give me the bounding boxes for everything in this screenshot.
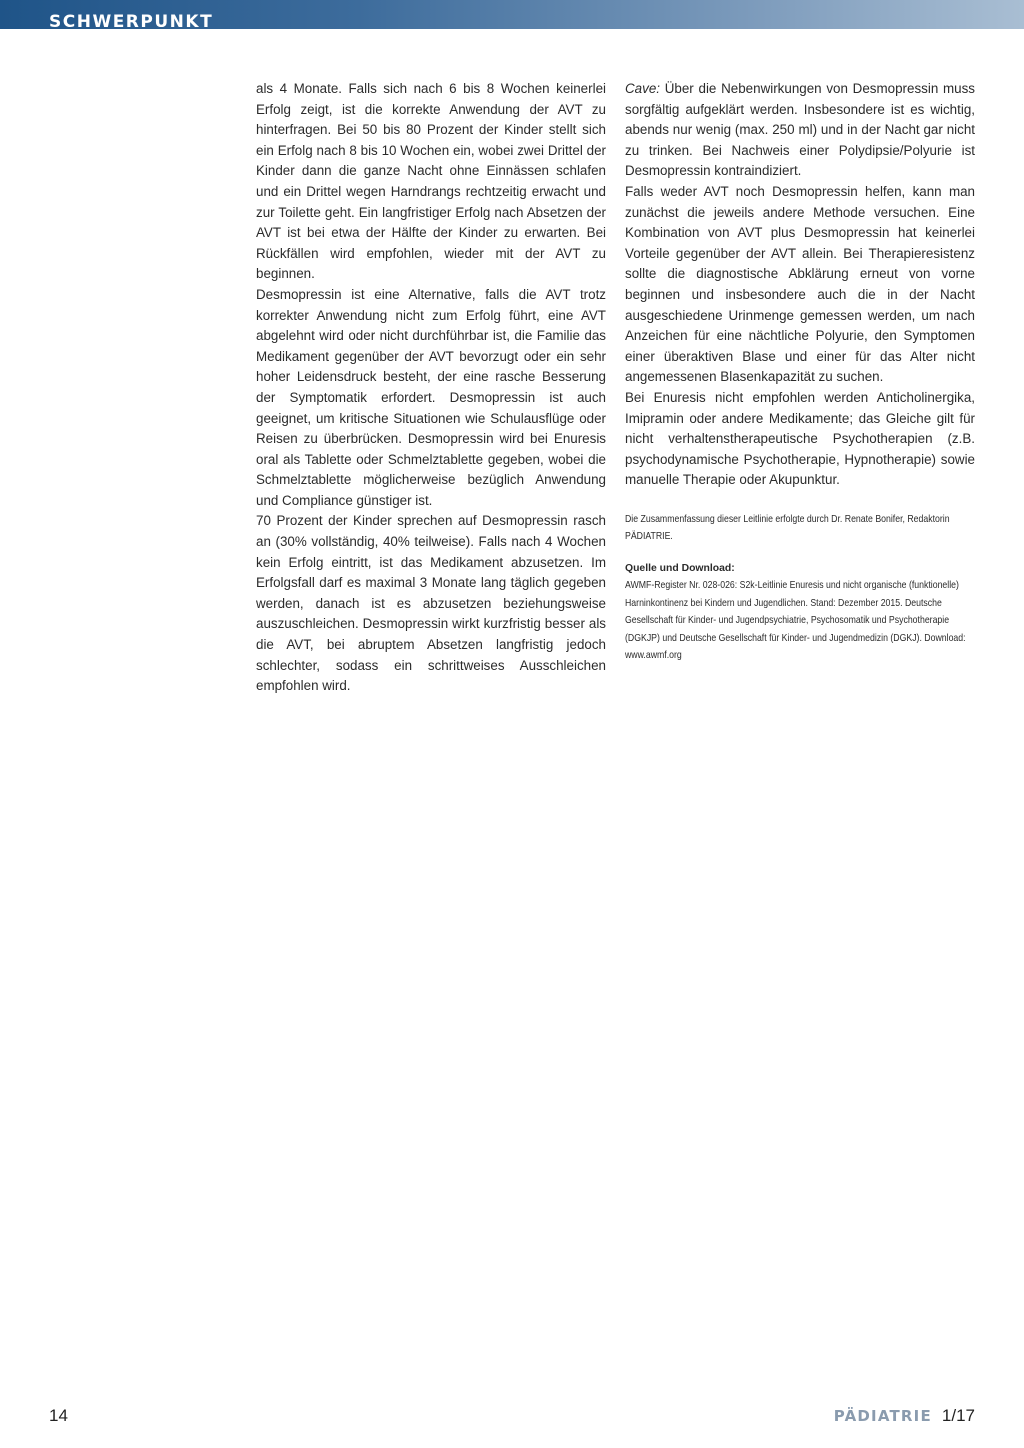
summary-note: Die Zusammenfassung dieser Leitlinie erfolgte durch Dr. Renate Bonifer, Redaktorin PÄDIATRIE. (625, 513, 950, 543)
article-column-left (256, 79, 606, 697)
cave-label: Cave: (625, 81, 660, 96)
page-number: 14 (49, 1406, 68, 1425)
cave-paragraph (625, 79, 975, 182)
section-label: SCHWERPUNKT (49, 12, 214, 32)
body-paragraph: als 4 Monate. Falls sich nach 6 bis 8 Wochen keinerlei Erfolg zeigt, ist die korrekte Anwendung der AVT zu hinterfragen. Bei 50 bis 80 Prozent der Kinder stellt sich ein Erfolg nach 8 bis 10 Wochen ein, wobei zwei Drittel der Kinder dann die ganze Nacht ohne Einnässen schlafen und ein Drittel wegen Harndrangs rechtzeitig erwacht und zur Toilette geht. Ein langfristiger Erfolg nach Absetzen der AVT ist bei etwa der Hälfte der Kinder zu erwarten. Bei Rückfällen wird empfohlen, wieder mit der AVT zu beginnen. (256, 81, 606, 282)
cave-text: Über die Nebenwirkungen von Desmopressin muss sorgfältig aufgeklärt werden. Insbesondere ist es wichtig, abends nur wenig (max. 250 ml) und in der Nacht gar nicht zu trinken. Bei Nachweis einer Polydipsie/Polyurie ist Desmopressin kontraindiziert. (625, 81, 975, 179)
article-column-right (625, 79, 975, 665)
source-heading: Quelle und Download: (625, 562, 735, 574)
body-paragraph: Bei Enuresis nicht empfohlen werden Anticholinergika, Imipramin oder andere Medikamente; das Gleiche gilt für nicht verhaltenstherapeutische Psychotherapien (z.B. psychodynamische Psychotherapie, Hypnotherapie) sowie manuelle Therapie oder Akupunktur. (625, 389, 975, 488)
body-paragraph: Desmopressin ist eine Alternative, falls die AVT trotz korrekter Anwendung nicht zum Erfolg führt, eine AVT abgelehnt wird oder nicht durchführbar ist, die Familie das Medikament gegenüber der AVT bevorzugt oder ein sehr hoher Leidensdruck besteht, der eine rasche Besserung der Symptomatik erfordert. Desmopressin ist auch geeignet, um kritische Situationen wie Schulausflüge oder Reisen zu überbrücken. Desmopressin wird bei Enuresis oral als Tablette oder Schmelztablette gegeben, wobei die Schmelztablette möglicherweise bezüglich Anwendung und Compliance günstiger ist. (256, 286, 606, 508)
issue-number: 1/17 (941, 1406, 975, 1425)
footer-journal (834, 1406, 975, 1426)
body-paragraph: 70 Prozent der Kinder sprechen auf Desmopressin rasch an (30% vollständig, 40% teilweise). Falls nach 4 Wochen kein Erfolg eintritt, ist das Medikament abzusetzen. Im Erfolgsfall darf es maximal 3 Monate lang täglich gegeben werden, danach ist es abzusetzen beziehungsweise auszuschleichen. Desmopressin wirkt kurzfristig besser als die AVT, bei abruptem Absetzen langfristig jedoch schlechter, sodass ein schrittweises Ausschleichen empfohlen wird. (256, 513, 606, 694)
source-reference: AWMF-Register Nr. 028-026: S2k-Leitlinie Enuresis und nicht organische (funktionelle) Harninkontinenz bei Kindern und Jugendlichen. Stand: Dezember 2015. Deutsche Gesellschaft für Kinder- und Jugendpsychiatrie, Psychosomatik und Psychotherapie (DGKJP) und Deutsche Gesellschaft für Kinder- und Jugendmedizin (DGKJ). Download: www.awmf.org (625, 580, 966, 662)
body-paragraph: Falls weder AVT noch Desmopressin helfen, kann man zunächst die jeweils andere Methode versuchen. Eine Kombination von AVT plus Desmopressin hat keinerlei Vorteile gegenüber der AVT allein. Bei Therapieresistenz sollte die diagnostische Abklärung erneut von vorne beginnen und insbesondere auch die in der Nacht ausgeschiedene Urinmenge gemessen werden, um nach Anzeichen für eine nächtliche Polyurie, den Symptomen einer überaktiven Blase und einer für das Alter nicht angemessenen Blasenkapazität zu suchen. (625, 183, 975, 385)
journal-logo: PÄDIATRIE (833, 1407, 932, 1425)
